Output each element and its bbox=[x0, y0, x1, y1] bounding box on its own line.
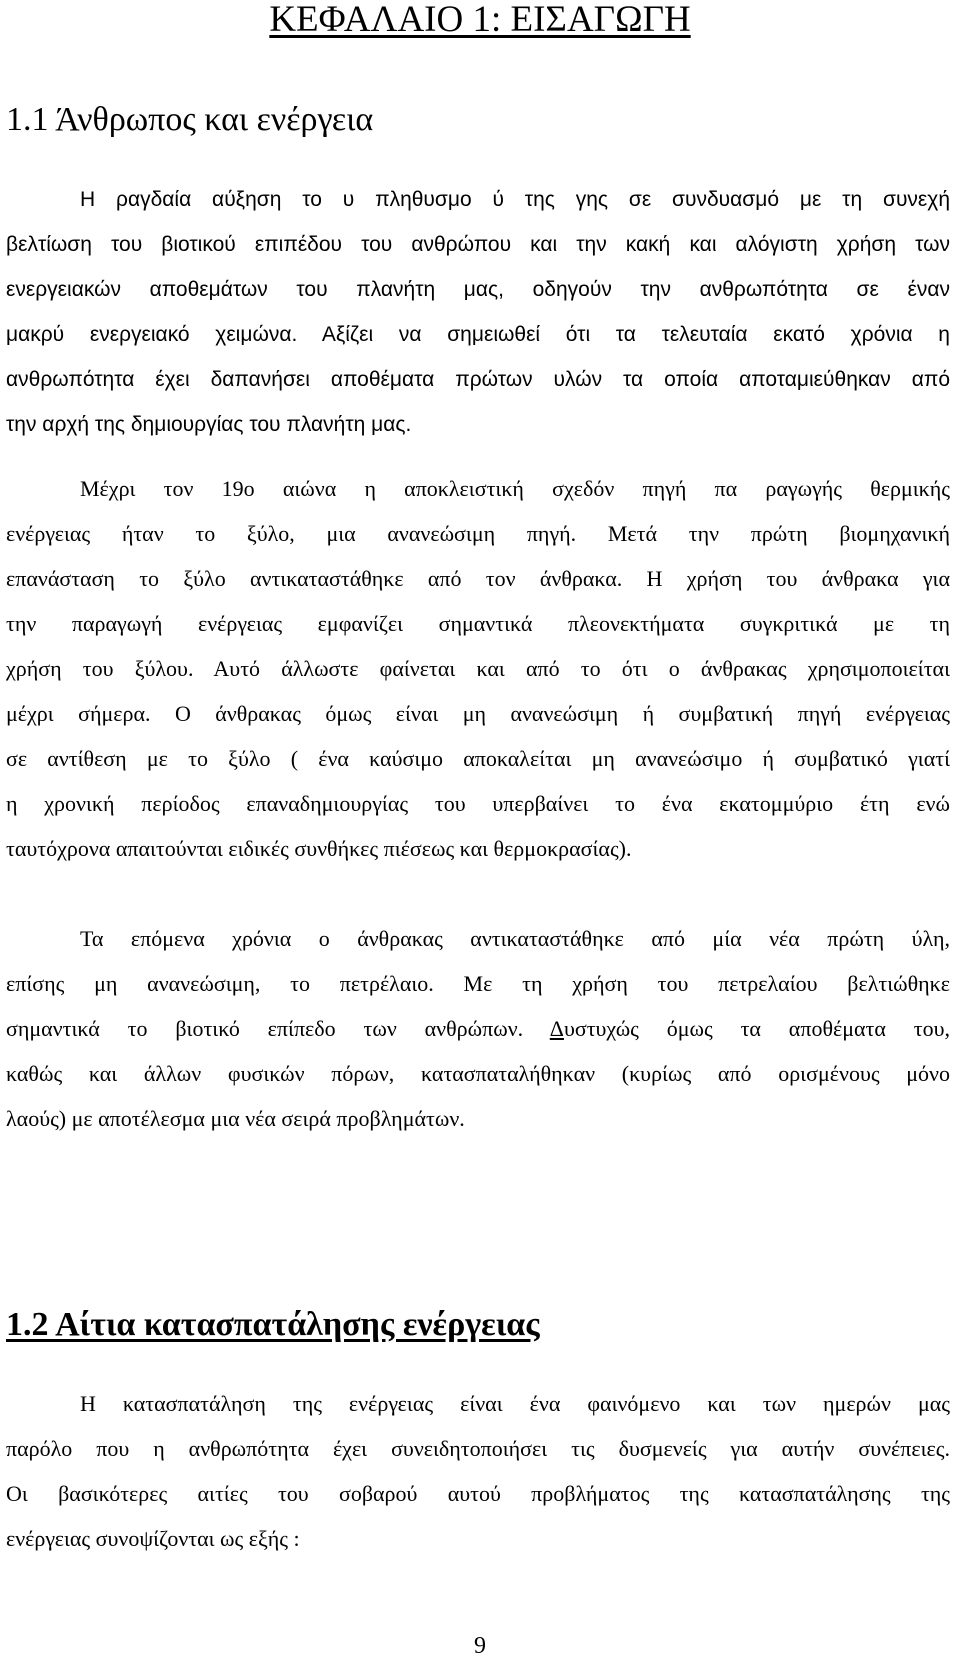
paragraph-line: Οι βασικότερες αιτίες του σοβαρού αυτού προβλήματος της κατασπατάλησης της bbox=[6, 1481, 950, 1506]
paragraph-line: σε αντίθεση με το ξύλο ( ένα καύσιμο αποκαλείται μη ανανεώσιμο ή συμβατικό γιατί bbox=[6, 746, 950, 771]
paragraph-line bbox=[6, 1005, 950, 1053]
paragraph-line: ενέργειας ήταν το ξύλο, μια ανανεώσιμη πηγή. Μετά την πρώτη βιομηχανική bbox=[6, 521, 950, 546]
paragraph-line: την αρχή της δημιουργίας του πλανήτη μας. bbox=[6, 413, 412, 436]
paragraph-line: μέχρι σήμερα. Ο άνθρακας όμως είναι μη ανανεώσιμη ή συμβατική πηγή ενέργειας bbox=[6, 701, 950, 726]
paragraph-line: καθώς και άλλων φυσικών πόρων, κατασπαταλήθηκαν (κυρίως από ορισμένους μόνο bbox=[6, 1061, 950, 1086]
section-heading-1-2: 1.2 Αίτια κατασπατάλησης ενέργειας bbox=[6, 1306, 540, 1343]
chapter-title: ΚΕΦΑΛΑΙΟ 1: ΕΙΣΑΓΩΓΗ bbox=[269, 0, 691, 40]
paragraph-line: ταυτόχρονα απαιτούνται ειδικές συνθήκες πιέσεως και θερμοκρασίας). bbox=[6, 836, 632, 861]
paragraph-line: ενεργειακών αποθεμάτων του πλανήτη μας, οδηγούν την ανθρωπότητα σε έναν bbox=[6, 278, 950, 301]
paragraph-line: Η κατασπατάληση της ενέργειας είναι ένα φαινόμενο και των ημερών μας bbox=[80, 1391, 950, 1416]
paragraph-line: Τα επόμενα χρόνια ο άνθρακας αντικαταστάθηκε από μία νέα πρώτη ύλη, bbox=[80, 926, 950, 951]
paragraph-line: παρόλο που η ανθρωπότητα έχει συνειδητοποιήσει τις δυσμενείς για αυτήν συνέπειες. bbox=[6, 1436, 950, 1461]
text-run: υστυχώς όμως τα αποθέματα του, bbox=[563, 1016, 950, 1041]
paragraph-line: επίσης μη ανανεώσιμη, το πετρέλαιο. Με τη χρήση του πετρελαίου βελτιώθηκε bbox=[6, 971, 950, 996]
paragraph-line: Μέχρι τον 19ο αιώνα η αποκλειστική σχεδόν πηγή πα ραγωγής θερμικής bbox=[80, 476, 950, 501]
page-number: 9 bbox=[474, 1633, 486, 1659]
paragraph-line: ανθρωπότητα έχει δαπανήσει αποθέματα πρώτων υλών τα οποία αποταμιεύθηκαν από bbox=[6, 368, 950, 391]
underlined-letter: Δ bbox=[549, 1016, 564, 1041]
paragraph-line: μακρύ ενεργειακό χειμώνα. Αξίζει να σημειωθεί ότι τα τελευταία εκατό χρόνια η bbox=[6, 323, 950, 346]
paragraph-line: η χρονική περίοδος επαναδημιουργίας του υπερβαίνει το ένα εκατομμύριο έτη ενώ bbox=[6, 791, 950, 816]
paragraph-line: Η ραγδαία αύξηση το υ πληθυσμο ύ της γης σε συνδυασμό με τη συνεχή bbox=[80, 188, 950, 211]
paragraph-line: χρήση του ξύλου. Αυτό άλλωστε φαίνεται και από το ότι ο άνθρακας χρησιμοποιείται bbox=[6, 656, 950, 681]
paragraph-line: επανάσταση το ξύλο αντικαταστάθηκε από τον άνθρακα. Η χρήση του άνθρακα για bbox=[6, 566, 950, 591]
paragraph-line: βελτίωση του βιοτικού επιπέδου του ανθρώπου και την κακή και αλόγιστη χρήση των bbox=[6, 233, 950, 256]
section-heading-1-1: 1.1 Άνθρωπος και ενέργεια bbox=[6, 101, 374, 138]
paragraph-line: ενέργειας συνοψίζονται ως εξής : bbox=[6, 1526, 300, 1551]
text-run: σημαντικά το βιοτικό επίπεδο των ανθρώπων. bbox=[6, 1016, 550, 1041]
paragraph-line: την παραγωγή ενέργειας εμφανίζει σημαντικά πλεονεκτήματα συγκριτικά με τη bbox=[6, 611, 950, 636]
paragraph-line: λαούς) με αποτέλεσμα μια νέα σειρά προβλημάτων. bbox=[6, 1106, 465, 1131]
